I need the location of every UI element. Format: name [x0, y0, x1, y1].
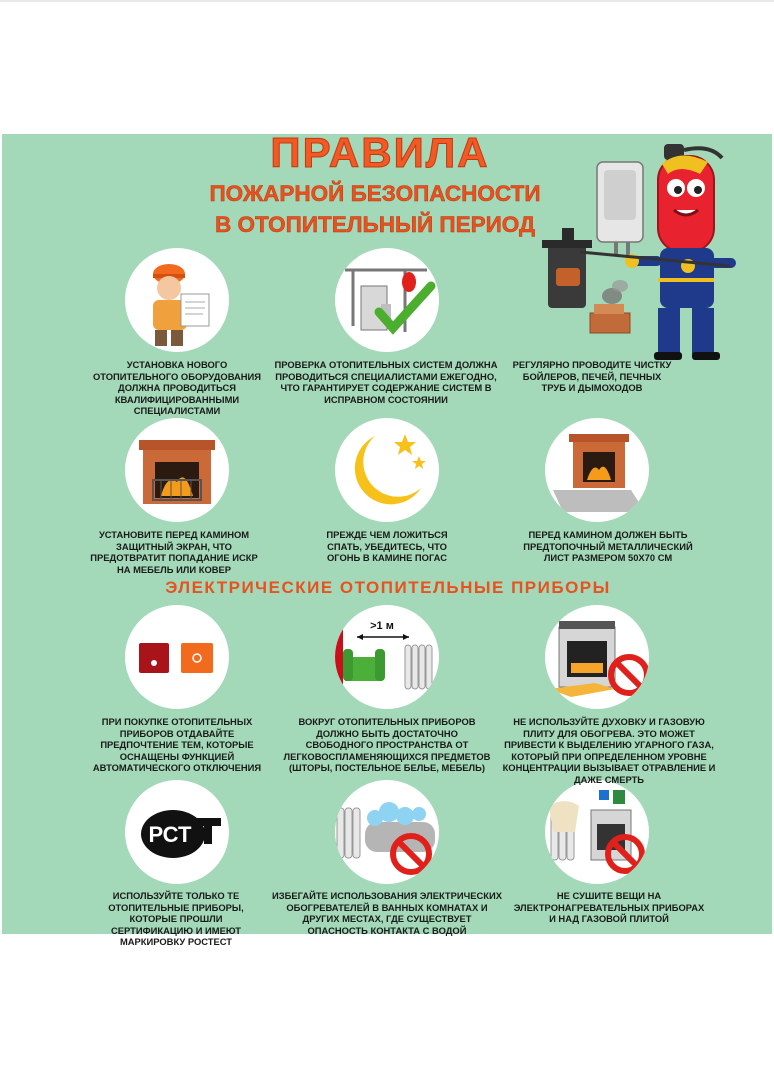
heating-system-check-icon [335, 248, 439, 352]
subtitle-line-1: ПОЖАРНОЙ БЕЗОПАСНОСТИ [209, 181, 541, 206]
rule-caption: НЕ СУШИТЕ ВЕЩИ НА ЭЛЕКТРОНАГРЕВАТЕЛЬНЫХ ПРИБОРАХ И НАД ГАЗОВОЙ ПЛИТОЙ [513, 890, 705, 925]
rule-caption: ПРОВЕРКА ОТОПИТЕЛЬНЫХ СИСТЕМ ДОЛЖНА ПРОВОДИТЬСЯ СПЕЦИАЛИСТАМИ ЕЖЕГОДНО, ЧТО ГАРАНТИРУЕТ СОДЕРЖАНИЕ СИСТЕМ В ИСПРАВНОМ СОСТОЯНИИ [274, 359, 498, 405]
no-oven-heating-icon [545, 605, 649, 709]
fireplace-sheet-icon [545, 418, 649, 522]
rule-caption: УСТАНОВКА НОВОГО ОТОПИТЕЛЬНОГО ОБОРУДОВАНИЯ ДОЛЖНА ПРОВОДИТЬСЯ КВАЛИФИЦИРОВАННЫМИ СПЕЦИАЛИСТАМИ [92, 359, 262, 417]
no-drying-clothes-icon [545, 780, 649, 884]
rule-caption: НЕ ИСПОЛЬЗУЙТЕ ДУХОВКУ И ГАЗОВУЮ ПЛИТУ ДЛЯ ОБОГРЕВА. ЭТО МОЖЕТ ПРИВЕСТИ К ВЫДЕЛЕНИЮ УГАРНОГО ГАЗА, КОТОРЫЙ ПРИ ОПРЕДЕЛЕННОМ УРОВНЕ КОНЦЕНТРАЦИИ ВЫЗЫВАЕТ ОТРАВЛЕНИЕ И ДАЖЕ СМЕРТЬ [502, 716, 716, 785]
subtitle-line-2: В ОТОПИТЕЛЬНЫЙ ПЕРИОД [214, 212, 536, 237]
no-heater-bathroom-icon [335, 780, 439, 884]
rule-caption: ВОКРУГ ОТОПИТЕЛЬНЫХ ПРИБОРОВ ДОЛЖНО БЫТЬ ДОСТАТОЧНО СВОБОДНОГО ПРОСТРАНСТВА ОТ ЛЕГКОВОСПЛАМЕНЯЮЩИХСЯ ПРЕДМЕТОВ (ШТОРЫ, ПОСТЕЛЬНОЕ БЕЛЬЕ, МЕБЕЛЬ) [283, 716, 491, 774]
poster-title: ПРАВИЛА [270, 129, 490, 176]
rule-caption: ИЗБЕГАЙТЕ ИСПОЛЬЗОВАНИЯ ЭЛЕКТРИЧЕСКИХ ОБОГРЕВАТЕЛЕЙ В ВАННЫХ КОМНАТАХ И ДРУГИХ МЕСТАХ, ГДЕ СУЩЕСТВУЕТ ОПАСНОСТЬ КОНТАКТА С ВОДОЙ [272, 890, 502, 936]
rule-caption: ПРИ ПОКУПКЕ ОТОПИТЕЛЬНЫХ ПРИБОРОВ ОТДАВАЙТЕ ПРЕДПОЧТЕНИЕ ТЕМ, КОТОРЫЕ ОСНАЩЕНЫ ФУНКЦИЕЙ АВТОМАТИЧЕСКОГО ОТКЛЮЧЕНИЯ [92, 716, 262, 774]
fireplace-screen-icon [125, 418, 229, 522]
distance-label: >1 м [370, 620, 394, 632]
rule-caption: ПЕРЕД КАМИНОМ ДОЛЖЕН БЫТЬ ПРЕДТОПОЧНЫЙ МЕТАЛЛИЧЕСКИЙ ЛИСТ РАЗМЕРОМ 50Х70 СМ [523, 529, 693, 564]
fire-extinguisher-mascot-illustration [540, 138, 768, 363]
rst-mark-text: РСТ [148, 822, 192, 847]
worker-icon [125, 248, 229, 352]
rule-caption: УСТАНОВИТЕ ПЕРЕД КАМИНОМ ЗАЩИТНЫЙ ЭКРАН, ЧТО ПРЕДОТВРАТИТ ПОПАДАНИЕ ИСКР НА МЕБЕЛЬ ИЛИ КОВЕР [90, 529, 258, 575]
top-border-line [0, 0, 774, 2]
rule-caption: ИСПОЛЬЗУЙТЕ ТОЛЬКО ТЕ ОТОПИТЕЛЬНЫЕ ПРИБОРЫ, КОТОРЫЕ ПРОШЛИ СЕРТИФИКАЦИЮ И ИМЕЮТ МАРКИРОВКУ РОСТЕСТ [108, 890, 244, 948]
auto-switch-icon [125, 605, 229, 709]
section-title: ЭЛЕКТРИЧЕСКИЕ ОТОПИТЕЛЬНЫЕ ПРИБОРЫ [165, 578, 611, 597]
rule-caption: РЕГУЛЯРНО ПРОВОДИТЕ ЧИСТКУ БОЙЛЕРОВ, ПЕЧЕЙ, ПЕЧНЫХ ТРУБ И ДЫМОХОДОВ [512, 359, 672, 394]
poster-subtitle [160, 178, 590, 240]
rule-caption: ПРЕЖДЕ ЧЕМ ЛОЖИТЬСЯ СПАТЬ, УБЕДИТЕСЬ, ЧТО ОГОНЬ В КАМИНЕ ПОГАС [326, 529, 448, 564]
moon-stars-icon [335, 418, 439, 522]
